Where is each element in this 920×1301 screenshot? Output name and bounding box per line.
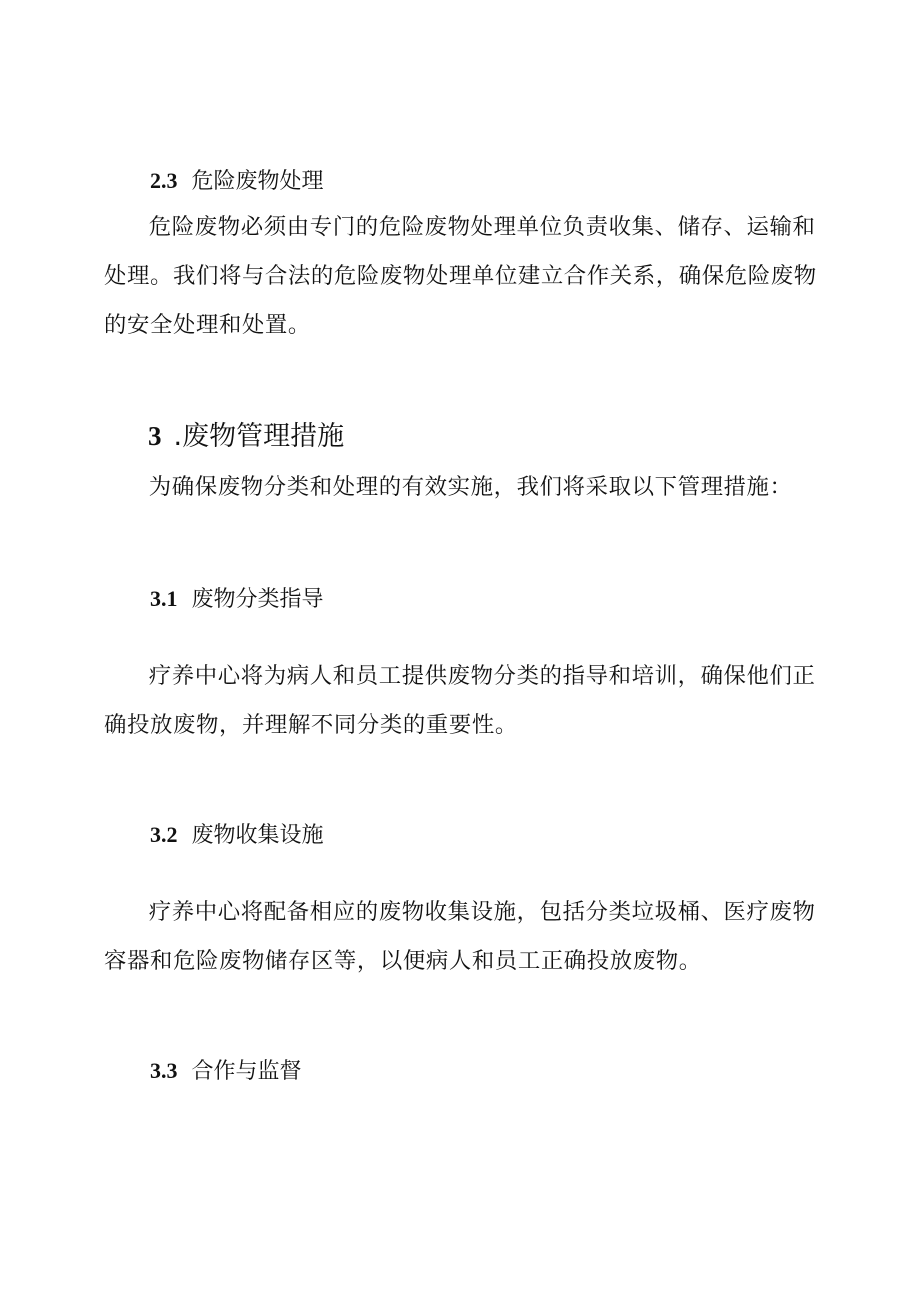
section-paragraph-3-1: 疗养中心将为病人和员工提供废物分类的指导和培训，确保他们正确投放废物，并理解不同分类的重要性。 bbox=[104, 663, 816, 738]
section-heading-2-3 bbox=[150, 166, 324, 197]
section-heading-3-1 bbox=[150, 584, 324, 615]
section-title: 废物分类指导 bbox=[191, 587, 324, 612]
section-title: 合作与监督 bbox=[191, 1059, 302, 1084]
section-paragraph-2-3: 危险废物必须由专门的危险废物处理单位负责收集、储存、运输和处理。我们将与合法的危险废物处理单位建立合作关系，确保危险废物的安全处理和处置。 bbox=[104, 214, 817, 338]
section-heading-3 bbox=[148, 418, 344, 455]
section-number: 3.2 bbox=[150, 822, 178, 847]
section-number: 3.3 bbox=[150, 1058, 178, 1083]
section-number: 3.1 bbox=[150, 586, 178, 611]
section-number: 3 bbox=[148, 421, 162, 451]
section-title: .废物管理措施 bbox=[173, 421, 345, 452]
section-heading-3-3 bbox=[150, 1056, 302, 1087]
section-paragraph-3: 为确保废物分类和处理的有效实施，我们将采取以下管理措施： bbox=[148, 474, 793, 500]
section-title: 废物收集设施 bbox=[191, 823, 324, 848]
section-title: 危险废物处理 bbox=[191, 169, 324, 194]
section-heading-3-2 bbox=[150, 820, 324, 851]
section-paragraph-3-2: 疗养中心将配备相应的废物收集设施，包括分类垃圾桶、医疗废物容器和危险废物储存区等，以便病人和员工正确投放废物。 bbox=[104, 899, 816, 974]
section-number: 2.3 bbox=[150, 168, 178, 193]
